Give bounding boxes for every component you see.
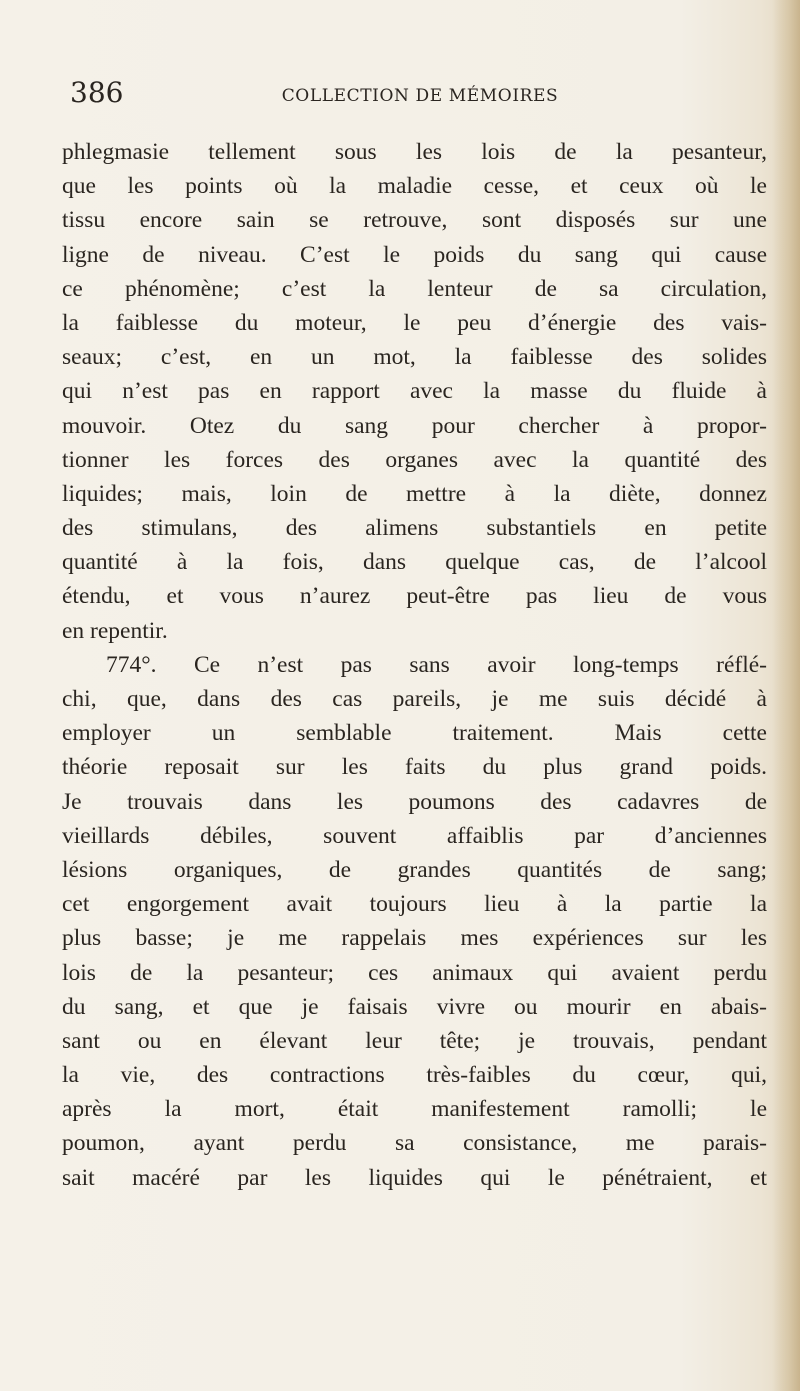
text-line: tissu encore sain se retrouve, sont disposés sur une — [62, 207, 767, 234]
running-head: COLLECTION DE MÉMOIRES — [281, 86, 559, 106]
text-line: employer un semblable traitement. Mais cette — [62, 720, 767, 747]
text-line: du sang, et que je faisais vivre ou mourir en abais- — [62, 993, 767, 1020]
body-text — [62, 135, 767, 1195]
text-line: ligne de niveau. C’est le poids du sang qui cause — [62, 241, 767, 268]
text-line: ce phénomène; c’est la lenteur de sa circulation, — [62, 275, 767, 302]
text-line: seaux; c’est, en un mot, la faiblesse des solides — [62, 344, 767, 371]
text-line: cet engorgement avait toujours lieu à la partie la — [62, 891, 767, 918]
text-line: poumon, ayant perdu sa consistance, me parais- — [62, 1130, 767, 1157]
text-line: vieillards débiles, souvent affaiblis par d’anciennes — [62, 822, 767, 849]
text-line: en repentir. — [62, 617, 168, 644]
text-line: tionner les forces des organes avec la quantité des — [62, 446, 767, 473]
text-line: mouvoir. Otez du sang pour chercher à propor- — [62, 412, 767, 439]
text-line: la vie, des contractions très-faibles du cœur, qui, — [62, 1062, 767, 1089]
text-line: que les points où la maladie cesse, et ceux où le — [62, 173, 767, 200]
text-line: la faiblesse du moteur, le peu d’énergie des vais- — [62, 309, 767, 336]
text-line: des stimulans, des alimens substantiels en petite — [62, 515, 767, 542]
text-line: qui n’est pas en rapport avec la masse du fluide à — [62, 378, 767, 405]
text-line: quantité à la fois, dans quelque cas, de l’alcool — [62, 549, 767, 576]
text-line: phlegmasie tellement sous les lois de la pesanteur, — [62, 139, 767, 165]
text-line: théorie reposait sur les faits du plus grand poids. — [62, 754, 767, 781]
text-line: après la mort, était manifestement ramolli; le — [62, 1096, 767, 1123]
text-line: plus basse; je me rappelais mes expériences sur les — [62, 925, 767, 952]
text-line: sait macéré par les liquides qui le pénétraient, et — [62, 1164, 767, 1191]
text-line: liquides; mais, loin de mettre à la diète, donnez — [62, 480, 767, 507]
page-edge-shadow — [772, 0, 800, 1391]
page-number: 386 — [70, 76, 124, 109]
page-header — [70, 76, 770, 126]
text-line: lois de la pesanteur; ces animaux qui avaient perdu — [62, 959, 767, 986]
paragraph-start-line: 774°. Ce n’est pas sans avoir long-temps réflé- — [106, 651, 767, 678]
text-line: chi, que, dans des cas pareils, je me suis décidé à — [62, 686, 767, 712]
text-line: Je trouvais dans les poumons des cadavres de — [62, 788, 767, 815]
text-line: lésions organiques, de grandes quantités de sang; — [62, 856, 767, 883]
text-line: sant ou en élevant leur tête; je trouvais, pendant — [62, 1027, 767, 1054]
text-line: étendu, et vous n’aurez peut-être pas lieu de vous — [62, 583, 767, 610]
